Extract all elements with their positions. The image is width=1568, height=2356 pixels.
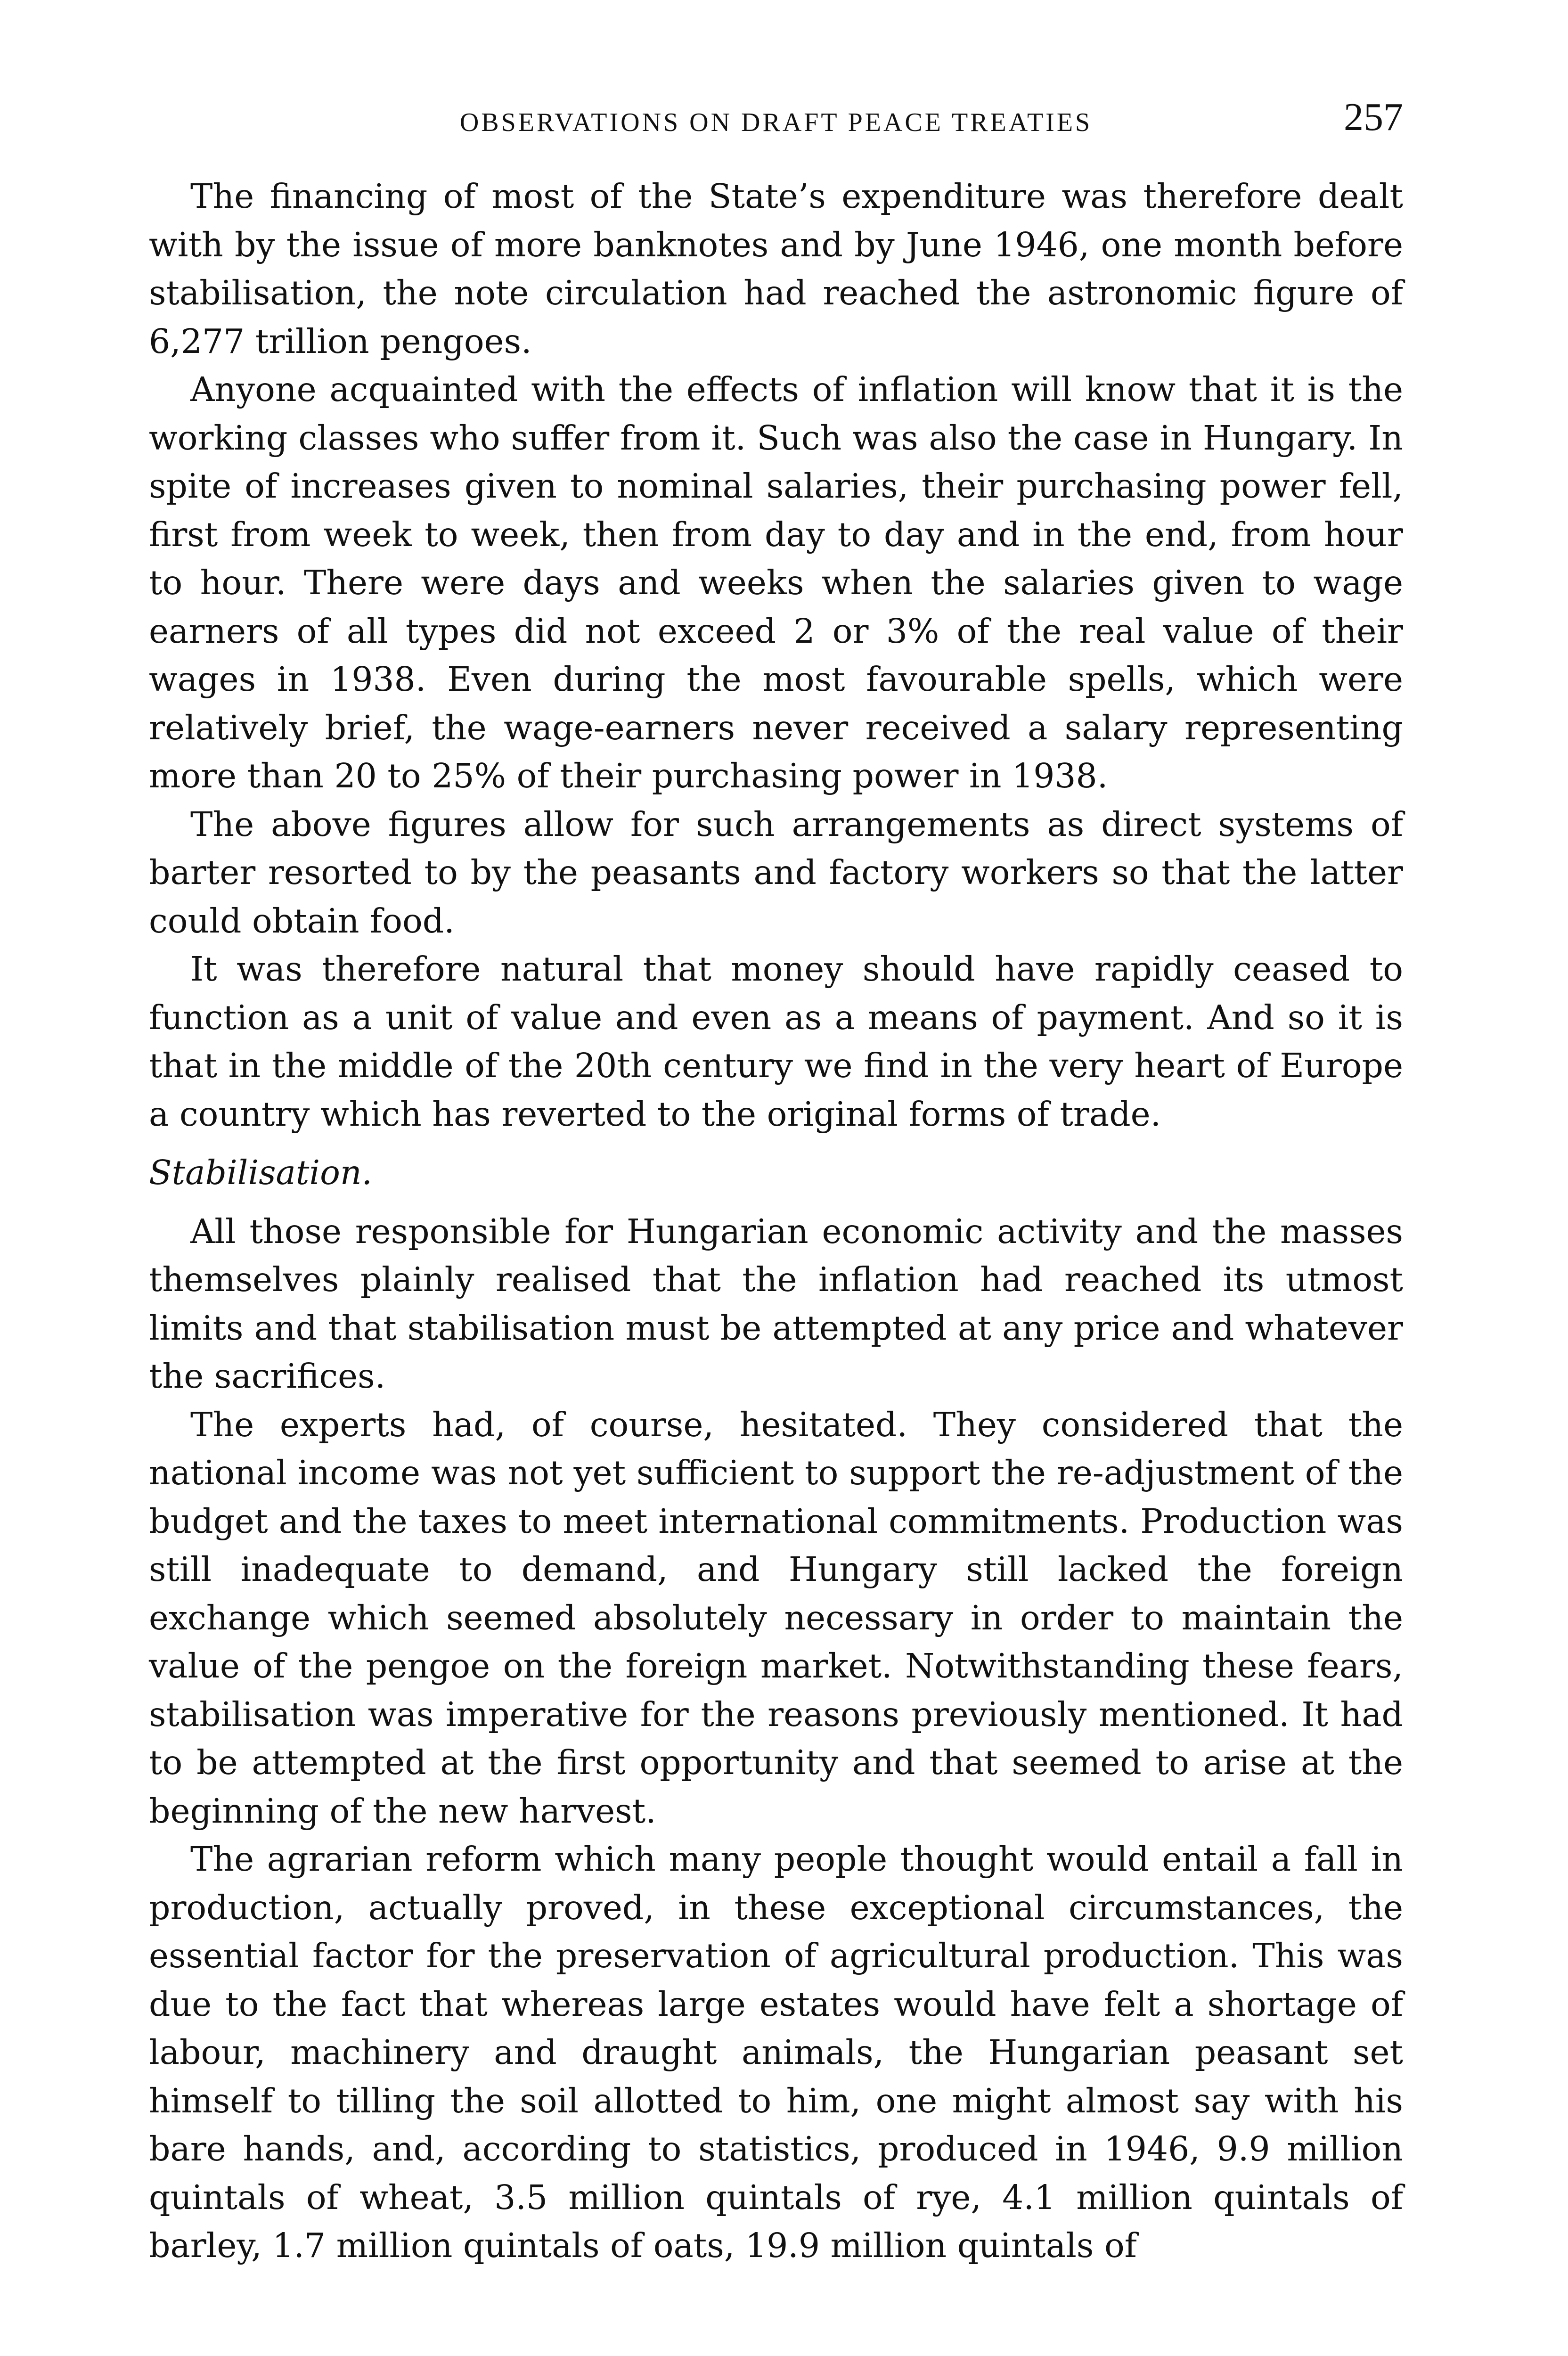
running-title: OBSERVATIONS ON DRAFT PEACE TREATIES bbox=[459, 108, 1093, 137]
paragraph-2: Anyone acquainted with the effects of inflation will know that it is the working classes who suffer from it. Such was also the case in Hungary. In spite of increases given to nominal salaries, their purchasing power fell, first from week to week, then from day to day and in the end, from hour to hour. There were days and weeks when the salaries given to wage earners of all types did not exceed 2 or 3% of the real value of their wages in 1938. Even during the most favourable spells, which were relatively brief, the wage-earners never received a salary representing more than 20 to 25% of their purchasing power in 1938. bbox=[149, 370, 1403, 795]
paragraph-7: The agrarian reform which many people thought would entail a fall in production, actually proved, in these exceptional circumstances, the essential factor for the preservation of agricultural production. This was due to the fact that whereas large estates would have felt a shortage of labour, machinery and draught animals, the Hungarian peasant set himself to tilling the soil allotted to him, one might almost say with his bare hands, and, according to statistics, produced in 1946, 9.9 million quintals of wheat, 3.5 million quintals of rye, 4.1 million quintals of barley, 1.7 million quintals of oats, 19.9 million quintals of bbox=[149, 1840, 1403, 2265]
paragraph-4: It was therefore natural that money should have rapidly ceased to function as a unit of value and even as a means of payment. And so it is that in the middle of the 20th century we find in the very heart of Europe a country which has reverted to the original forms of trade. bbox=[149, 949, 1403, 1134]
body-text bbox=[149, 172, 1403, 2270]
section-heading-stabilisation: Stabilisation. bbox=[149, 1153, 373, 1192]
book-page bbox=[149, 94, 1403, 2270]
paragraph-5: All those responsible for Hungarian economic activity and the masses themselves plainly realised that the inflation had reached its utmost limits and that stabilisation must be attempted at any price and whatever the sacrifices. bbox=[149, 1211, 1403, 1396]
running-header bbox=[149, 94, 1403, 146]
paragraph-6: The experts had, of course, hesitated. They considered that the national income was not yet sufficient to support the re-adjustment of the budget and the taxes to meet international commitments. Production was still inadequate to demand, and Hungary still lacked the foreign exchange which seemed absolutely necessary in order to maintain the value of the pengoe on the foreign market. Notwithstanding these fears, stabilisation was imperative for the reasons previously mentioned. It had to be attempted at the first opportunity and that seemed to arise at the beginning of the new harvest. bbox=[149, 1405, 1403, 1831]
paragraph-1: The financing of most of the State’s expenditure was therefore dealt with by the issue of more banknotes and by June 1946, one month before stabilisation, the note circulation had reached the astronomic figure of 6,277 trillion pengoes. bbox=[149, 177, 1403, 361]
paragraph-3: The above figures allow for such arrangements as direct systems of barter resorted to by the peasants and factory workers so that the latter could obtain food. bbox=[149, 804, 1403, 941]
page-number: 257 bbox=[1344, 95, 1403, 139]
